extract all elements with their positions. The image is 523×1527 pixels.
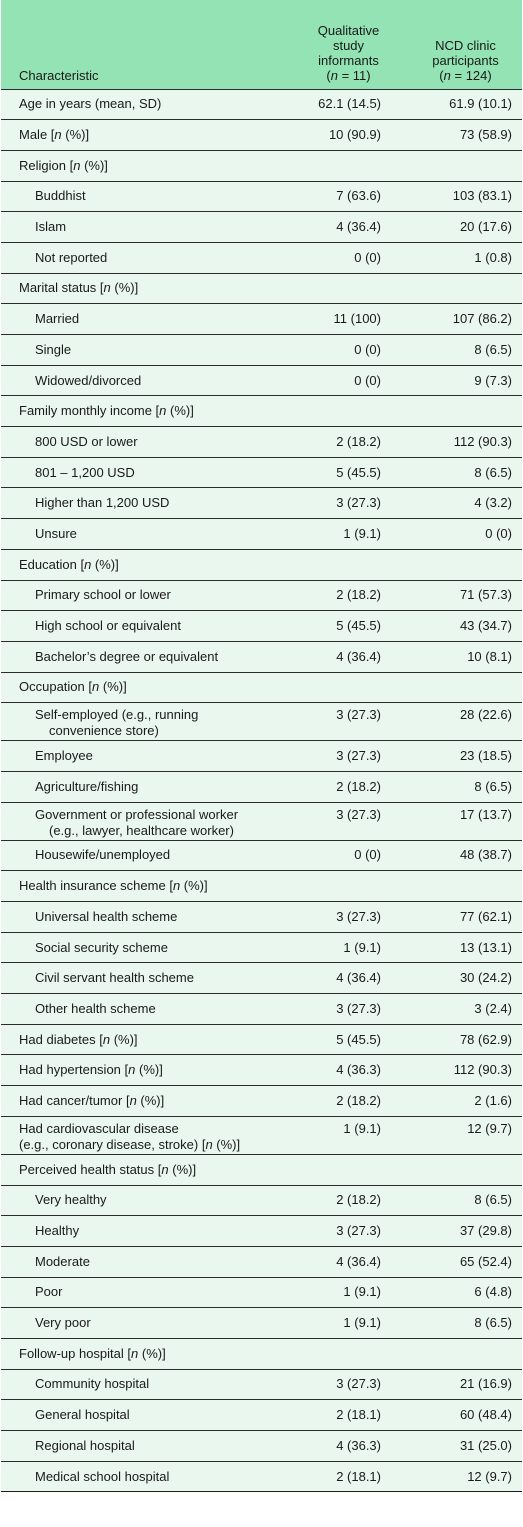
cell-qualitative-informants: 2 (18.2): [336, 587, 381, 603]
table-row: [1, 1116, 522, 1154]
table-row: [1, 242, 522, 273]
table-row: [1, 427, 522, 458]
row-label-text: Healthy: [35, 1223, 80, 1239]
row-label: [1, 994, 288, 1025]
row-label: [1, 1277, 288, 1308]
cell-ncd-participants: 21 (16.9): [459, 1376, 512, 1392]
cell-qualitative-informants: 4 (36.4): [336, 219, 381, 235]
characteristics-table: [1, 0, 522, 1492]
table-row: [1, 396, 522, 427]
cell-qualitative-informants: 0 (0): [354, 372, 381, 388]
cell-ncd-participants: 1 (0.8): [474, 249, 512, 265]
cell-ncd-participants: 8 (6.5): [474, 464, 512, 480]
row-label: [1, 1185, 288, 1216]
header-col1-n: (n = 11): [326, 67, 371, 83]
cell-qualitative-informants: [288, 672, 409, 703]
row-label: [1, 427, 288, 458]
cell-qualitative-informants: [288, 871, 409, 902]
row-label: [1, 396, 288, 427]
cell-qualitative-informants: 4 (36.4): [336, 970, 381, 986]
cell-ncd-participants: 71 (57.3): [459, 587, 512, 603]
table-row: [1, 611, 522, 642]
cell-ncd-participants: 8 (6.5): [474, 1315, 512, 1331]
table-row: [1, 1154, 522, 1185]
header-col2-n: (n = 124): [439, 67, 492, 83]
table-row: [1, 1369, 522, 1400]
table-row: [1, 1338, 522, 1369]
row-label-text: Religion [n (%)]: [19, 157, 108, 173]
row-label: [1, 549, 288, 580]
cell-ncd-participants: 17 (13.7): [459, 806, 512, 822]
table-row: [1, 741, 522, 772]
row-label: [1, 741, 288, 772]
row-label: [1, 242, 288, 273]
cell-qualitative-informants: 3 (27.3): [336, 1223, 381, 1239]
row-label: [1, 304, 288, 335]
cell-qualitative-informants: 2 (18.1): [336, 1407, 381, 1423]
row-label-continuation: (e.g., coronary disease, stroke) [n (%)]: [19, 1136, 241, 1152]
row-label-text: Universal health scheme: [35, 908, 178, 924]
row-label: [1, 150, 288, 181]
table-row: [1, 672, 522, 703]
cell-ncd-participants: 0 (0): [485, 525, 512, 541]
row-label: [1, 1400, 288, 1431]
row-label: [1, 840, 288, 871]
table-row: [1, 641, 522, 672]
header-characteristic: Characteristic: [19, 67, 99, 83]
cell-qualitative-informants: 3 (27.3): [336, 1000, 381, 1016]
table-row: [1, 365, 522, 396]
cell-qualitative-informants: 1 (9.1): [343, 939, 381, 955]
cell-ncd-participants: [409, 150, 522, 181]
row-label: [1, 871, 288, 902]
table-row: [1, 273, 522, 304]
table-row: [1, 150, 522, 181]
row-label: [1, 89, 288, 120]
row-label: [1, 703, 288, 741]
row-label-text: Unsure: [35, 525, 77, 541]
row-label: [1, 120, 288, 151]
header-col1-line3: informants: [318, 52, 379, 68]
cell-ncd-participants: 107 (86.2): [452, 311, 512, 327]
table-row: [1, 335, 522, 366]
row-label-text: Had hypertension [n (%)]: [19, 1062, 163, 1078]
cell-qualitative-informants: 4 (36.4): [336, 648, 381, 664]
row-label: [1, 1246, 288, 1277]
row-label: [1, 273, 288, 304]
row-label-text: Very healthy: [35, 1192, 107, 1208]
row-label: [1, 1431, 288, 1462]
cell-qualitative-informants: [288, 1338, 409, 1369]
table-row: [1, 994, 522, 1025]
cell-qualitative-informants: [288, 150, 409, 181]
row-label-text: Follow-up hospital [n (%)]: [19, 1345, 166, 1361]
table-row: [1, 932, 522, 963]
cell-qualitative-informants: [288, 396, 409, 427]
cell-qualitative-informants: 5 (45.5): [336, 464, 381, 480]
cell-ncd-participants: [409, 273, 522, 304]
cell-ncd-participants: 78 (62.9): [459, 1031, 512, 1047]
row-label: [1, 611, 288, 642]
row-label: [1, 519, 288, 550]
header-col1-line1: Qualitative: [317, 22, 380, 38]
cell-qualitative-informants: 0 (0): [354, 847, 381, 863]
table-row: [1, 1216, 522, 1247]
table-row: [1, 304, 522, 335]
cell-ncd-participants: [409, 1338, 522, 1369]
cell-ncd-participants: 61.9 (10.1): [449, 96, 512, 112]
row-label: [1, 1055, 288, 1086]
cell-qualitative-informants: 3 (27.3): [336, 707, 381, 723]
table-row: [1, 519, 522, 550]
row-label-text: Housewife/unemployed: [35, 847, 171, 863]
row-label-text: Had diabetes [n (%)]: [19, 1031, 138, 1047]
cell-ncd-participants: 20 (17.6): [459, 219, 512, 235]
header-col1-line2: study: [332, 37, 365, 53]
cell-ncd-participants: 23 (18.5): [459, 748, 512, 764]
row-label-text: Single: [35, 341, 72, 357]
row-label: [1, 641, 288, 672]
table-row: [1, 902, 522, 933]
cell-qualitative-informants: 1 (9.1): [343, 1284, 381, 1300]
row-label: [1, 212, 288, 243]
row-label-text: 800 USD or lower: [35, 433, 138, 449]
table-row: [1, 1277, 522, 1308]
row-label-text: Community hospital: [35, 1376, 150, 1392]
cell-qualitative-informants: 4 (36.3): [336, 1062, 381, 1078]
cell-qualitative-informants: 4 (36.3): [336, 1437, 381, 1453]
row-label-text: Occupation [n (%)]: [19, 679, 127, 695]
cell-qualitative-informants: 5 (45.5): [336, 1031, 381, 1047]
row-label-text: Very poor: [35, 1315, 91, 1331]
row-label: [1, 580, 288, 611]
cell-qualitative-informants: 2 (18.2): [336, 433, 381, 449]
row-label-text: General hospital: [35, 1407, 130, 1423]
row-label-continuation: (e.g., lawyer, healthcare worker): [49, 822, 234, 838]
table-row: [1, 1400, 522, 1431]
row-label: [1, 1216, 288, 1247]
cell-ncd-participants: 3 (2.4): [474, 1000, 512, 1016]
row-label: [1, 802, 288, 840]
table-body: [1, 89, 522, 1492]
cell-qualitative-informants: 3 (27.3): [336, 495, 381, 511]
cell-ncd-participants: 8 (6.5): [474, 341, 512, 357]
cell-ncd-participants: 48 (38.7): [459, 847, 512, 863]
row-label-text: Education [n (%)]: [19, 556, 119, 572]
row-label: [1, 335, 288, 366]
cell-qualitative-informants: 2 (18.2): [336, 1192, 381, 1208]
table-row: [1, 549, 522, 580]
table-row: [1, 1086, 522, 1117]
row-label-text: Regional hospital: [35, 1437, 135, 1453]
cell-ncd-participants: [409, 1154, 522, 1185]
header-ncd-participants: [409, 0, 522, 89]
table-row: [1, 840, 522, 871]
table-row: [1, 1024, 522, 1055]
header-col2-line2: participants: [432, 52, 499, 68]
row-label: [1, 902, 288, 933]
cell-ncd-participants: 112 (90.3): [453, 1062, 512, 1078]
cell-ncd-participants: 13 (13.1): [459, 939, 512, 955]
cell-qualitative-informants: 1 (9.1): [343, 525, 381, 541]
table-header-row: [1, 0, 522, 89]
table-row: [1, 181, 522, 212]
cell-ncd-participants: [409, 871, 522, 902]
cell-ncd-participants: 9 (7.3): [474, 372, 512, 388]
cell-ncd-participants: [409, 672, 522, 703]
table-row: [1, 1308, 522, 1339]
cell-qualitative-informants: 3 (27.3): [336, 748, 381, 764]
row-label: [1, 1461, 288, 1492]
row-label-continuation: convenience store): [49, 723, 159, 739]
table-row: [1, 580, 522, 611]
cell-qualitative-informants: 5 (45.5): [336, 618, 381, 634]
row-label-text: Health insurance scheme [n (%)]: [19, 878, 208, 894]
row-label-text: Government or professional worker: [35, 806, 239, 822]
cell-qualitative-informants: 1 (9.1): [343, 1120, 381, 1136]
table-row: [1, 963, 522, 994]
table-row: [1, 703, 522, 741]
cell-ncd-participants: [409, 549, 522, 580]
cell-ncd-participants: 30 (24.2): [459, 970, 512, 986]
row-label-text: Islam: [35, 219, 67, 235]
row-label-text: Buddhist: [35, 188, 86, 204]
row-label-text: Social security scheme: [35, 939, 168, 955]
table-row: [1, 457, 522, 488]
row-label: [1, 1116, 288, 1154]
cell-ncd-participants: [409, 396, 522, 427]
table-row: [1, 802, 522, 840]
row-label: [1, 1024, 288, 1055]
row-label: [1, 1154, 288, 1185]
header-col2-line1: NCD clinic: [435, 37, 496, 53]
cell-ncd-participants: 10 (8.1): [467, 648, 512, 664]
table-row: [1, 771, 522, 802]
cell-qualitative-informants: 0 (0): [354, 249, 381, 265]
row-label-text: Primary school or lower: [35, 587, 171, 603]
row-label-text: Widowed/divorced: [35, 372, 142, 388]
row-label-text: Moderate: [35, 1253, 90, 1269]
table-row: [1, 1246, 522, 1277]
table-row: [1, 871, 522, 902]
cell-ncd-participants: 112 (90.3): [453, 433, 512, 449]
row-label-text: Employee: [35, 748, 93, 764]
cell-qualitative-informants: 0 (0): [354, 341, 381, 357]
table-row: [1, 1185, 522, 1216]
cell-qualitative-informants: 1 (9.1): [343, 1315, 381, 1331]
row-label-text: Family monthly income [n (%)]: [19, 403, 194, 419]
row-label: [1, 457, 288, 488]
cell-ncd-participants: 8 (6.5): [474, 778, 512, 794]
row-label: [1, 1086, 288, 1117]
row-label-text: High school or equivalent: [35, 618, 181, 634]
cell-qualitative-informants: 10 (90.9): [328, 127, 381, 143]
cell-ncd-participants: 37 (29.8): [459, 1223, 512, 1239]
row-label: [1, 932, 288, 963]
cell-ncd-participants: 103 (83.1): [452, 188, 512, 204]
cell-qualitative-informants: 3 (27.3): [336, 806, 381, 822]
row-label-text: Had cancer/tumor [n (%)]: [19, 1092, 165, 1108]
cell-ncd-participants: 31 (25.0): [459, 1437, 512, 1453]
row-label-text: Medical school hospital: [35, 1468, 170, 1484]
row-label-text: Civil servant health scheme: [35, 970, 194, 986]
cell-qualitative-informants: [288, 1154, 409, 1185]
cell-ncd-participants: 12 (9.7): [467, 1120, 512, 1136]
row-label: [1, 1308, 288, 1339]
row-label-text: 801 – 1,200 USD: [35, 464, 135, 480]
row-label: [1, 672, 288, 703]
cell-qualitative-informants: 11 (100): [333, 311, 381, 327]
row-label: [1, 365, 288, 396]
row-label-text: Agriculture/fishing: [35, 778, 139, 794]
row-label-text: Married: [35, 311, 80, 327]
row-label-text: Self-employed (e.g., running: [35, 707, 199, 723]
cell-ncd-participants: 28 (22.6): [459, 707, 512, 723]
cell-qualitative-informants: 4 (36.4): [336, 1253, 381, 1269]
cell-ncd-participants: 73 (58.9): [459, 127, 512, 143]
cell-ncd-participants: 43 (34.7): [459, 618, 512, 634]
row-label-text: Marital status [n (%)]: [19, 280, 139, 296]
table-row: [1, 488, 522, 519]
cell-qualitative-informants: 7 (63.6): [336, 188, 381, 204]
table-row: [1, 120, 522, 151]
cell-ncd-participants: 4 (3.2): [474, 495, 512, 511]
table-row: [1, 1055, 522, 1086]
cell-qualitative-informants: 3 (27.3): [336, 908, 381, 924]
row-label-text: Poor: [35, 1284, 63, 1300]
cell-qualitative-informants: 2 (18.1): [336, 1468, 381, 1484]
cell-qualitative-informants: [288, 549, 409, 580]
row-label: [1, 1338, 288, 1369]
row-label-text: Had cardiovascular disease: [19, 1120, 179, 1136]
table-row: [1, 212, 522, 243]
table-row: [1, 1431, 522, 1462]
cell-qualitative-informants: 3 (27.3): [336, 1376, 381, 1392]
cell-qualitative-informants: 2 (18.2): [336, 1092, 381, 1108]
row-label-text: Male [n (%)]: [19, 127, 90, 143]
cell-qualitative-informants: [288, 273, 409, 304]
row-label: [1, 771, 288, 802]
cell-ncd-participants: 77 (62.1): [459, 908, 512, 924]
row-label: [1, 488, 288, 519]
table-row: [1, 89, 522, 120]
cell-ncd-participants: 2 (1.6): [474, 1092, 512, 1108]
cell-ncd-participants: 65 (52.4): [459, 1253, 512, 1269]
cell-ncd-participants: 60 (48.4): [459, 1407, 512, 1423]
cell-ncd-participants: 8 (6.5): [474, 1192, 512, 1208]
row-label: [1, 181, 288, 212]
row-label-text: Not reported: [35, 249, 108, 265]
row-label-text: Other health scheme: [35, 1000, 156, 1016]
row-label-text: Higher than 1,200 USD: [35, 495, 170, 511]
table-row: [1, 1461, 522, 1492]
cell-qualitative-informants: 2 (18.2): [336, 778, 381, 794]
header-qualitative-informants: [288, 0, 409, 89]
row-label-text: Bachelor’s degree or equivalent: [35, 648, 219, 664]
row-label: [1, 1369, 288, 1400]
row-label-text: Age in years (mean, SD): [19, 96, 162, 112]
cell-qualitative-informants: 62.1 (14.5): [318, 96, 381, 112]
cell-ncd-participants: 6 (4.8): [474, 1284, 512, 1300]
row-label: [1, 963, 288, 994]
cell-ncd-participants: 12 (9.7): [467, 1468, 512, 1484]
row-label-text: Perceived health status [n (%)]: [19, 1161, 197, 1177]
